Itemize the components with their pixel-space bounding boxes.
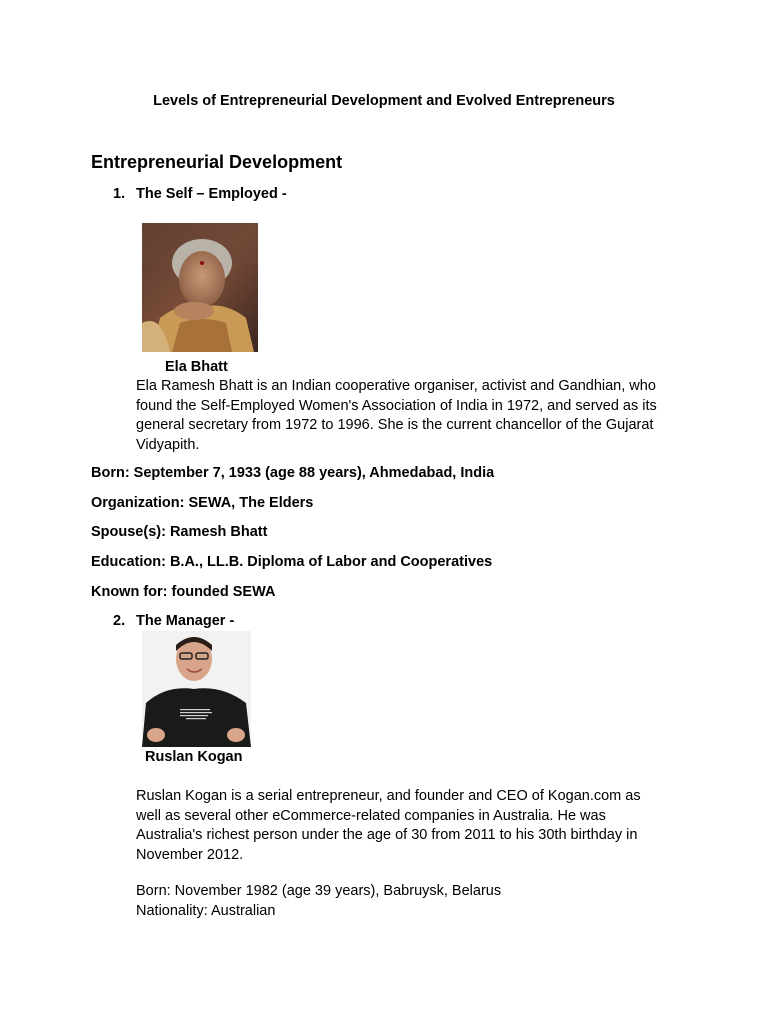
ruslan-kogan-born: Born: November 1982 (age 39 years), Babruysk, Belarus xyxy=(136,883,502,899)
bio-line: found the Self-Employed Women's Association of India in 1972, and served as its xyxy=(136,397,657,414)
bio-line: Vidyapith. xyxy=(136,436,200,453)
ela-bhatt-caption: Ela Bhatt xyxy=(165,359,228,375)
ela-bhatt-organization: Organization: SEWA, The Elders xyxy=(91,495,314,511)
section-heading: Entrepreneurial Development xyxy=(91,152,343,172)
bio-line: November 2012. xyxy=(136,846,244,863)
bio-line: general secretary from 1972 to 1996. She is the current chancellor of the Gujarat xyxy=(136,417,654,434)
bio-line: Ela Ramesh Bhatt is an Indian cooperative organiser, activist and Gandhian, who xyxy=(136,378,656,394)
bio-line: Ruslan Kogan is a serial entrepreneur, and founder and CEO of Kogan.com as xyxy=(136,788,641,804)
list-number: 1. xyxy=(113,186,126,202)
list-number: 2. xyxy=(113,613,126,629)
ruslan-kogan-photo xyxy=(142,631,251,747)
bio-line: Australia's richest person under the age of 30 from 2011 to his 30th birthday in xyxy=(136,827,638,844)
bio-line: well as several other eCommerce-related companies in Australia. He was xyxy=(136,807,606,824)
ela-bhatt-spouse: Spouse(s): Ramesh Bhatt xyxy=(91,524,268,540)
ela-bhatt-bio xyxy=(136,377,696,455)
ruslan-kogan-bio xyxy=(136,787,696,865)
ela-bhatt-education: Education: B.A., LL.B. Diploma of Labor and Cooperatives xyxy=(91,554,493,570)
list-heading-text: The Self – Employed - xyxy=(136,186,287,202)
list-heading-text: The Manager - xyxy=(136,613,235,629)
ruslan-kogan-nationality: Nationality: Australian xyxy=(136,903,276,919)
document-title: Levels of Entrepreneurial Development and Evolved Entrepreneurs xyxy=(153,93,615,109)
ela-bhatt-photo xyxy=(142,223,258,352)
ruslan-kogan-caption: Ruslan Kogan xyxy=(145,749,243,765)
ela-bhatt-known-for: Known for: founded SEWA xyxy=(91,584,276,600)
ela-bhatt-born: Born: September 7, 1933 (age 88 years), Ahmedabad, India xyxy=(91,465,495,481)
